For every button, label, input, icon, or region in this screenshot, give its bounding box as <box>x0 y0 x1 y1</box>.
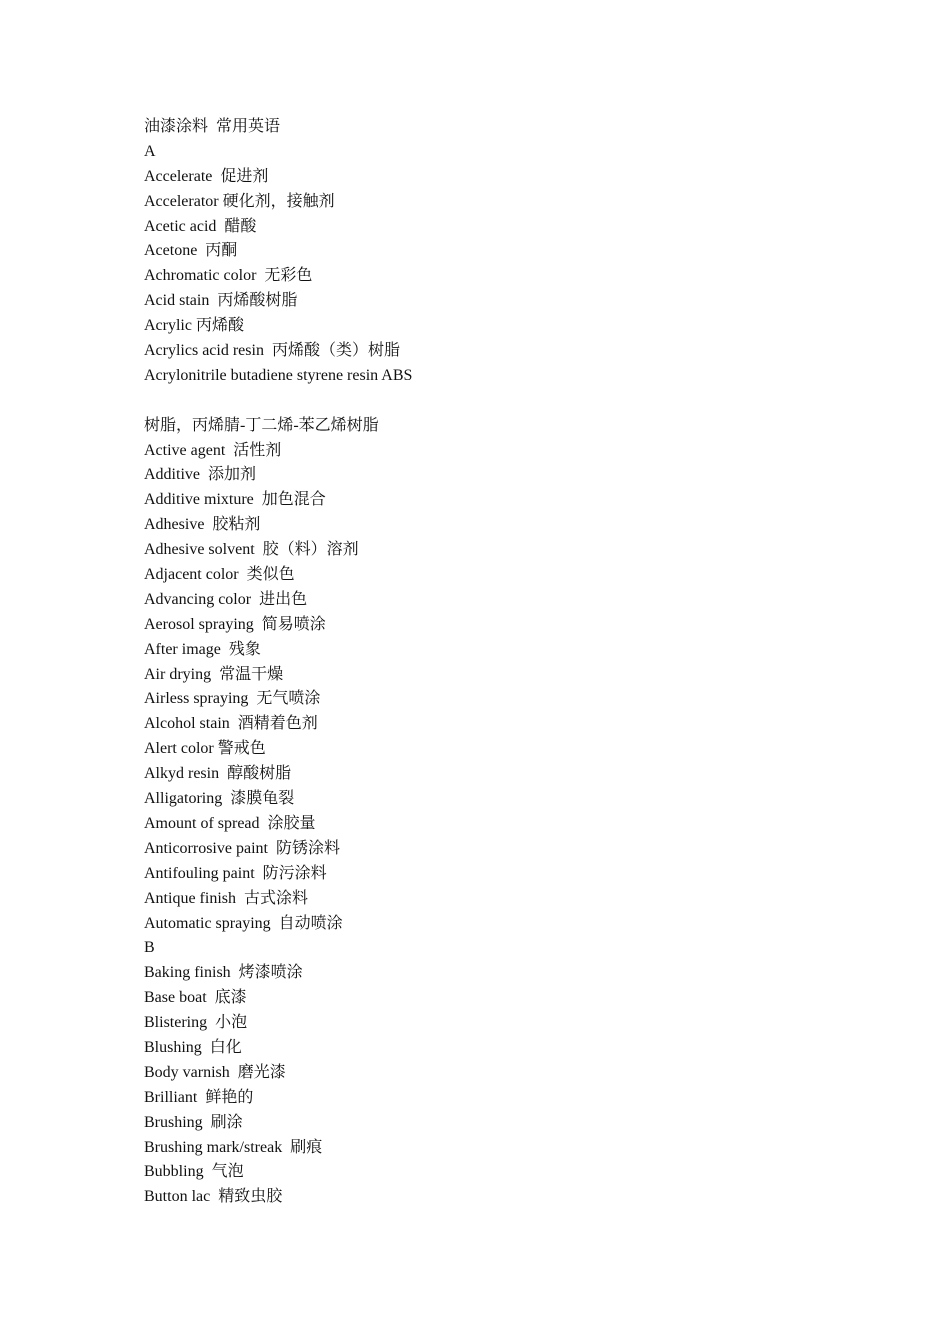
glossary-list-a-continued <box>144 414 844 937</box>
glossary-entry: Bubbling 气泡 <box>144 1163 244 1181</box>
glossary-entry: Anticorrosive paint 防锈涂料 <box>144 839 340 857</box>
glossary-entry: Additive mixture 加色混合 <box>144 491 326 509</box>
glossary-entry: Acetic acid 醋酸 <box>144 217 257 235</box>
section-heading-a: A <box>144 142 156 160</box>
glossary-list-b <box>144 961 844 1210</box>
glossary-entry: Advancing color 进出色 <box>144 590 308 608</box>
glossary-entry: After image 残象 <box>144 640 261 658</box>
glossary-entry: Aerosol spraying 简易喷涂 <box>144 615 326 633</box>
glossary-entry: Alligatoring 漆膜龟裂 <box>144 790 295 808</box>
glossary-entry: Alkyd resin 醇酸树脂 <box>144 765 292 783</box>
glossary-entry: Alcohol stain 酒精着色剂 <box>144 715 318 733</box>
glossary-entry: Baking finish 烤漆喷涂 <box>144 964 303 982</box>
glossary-entry: Brilliant 鲜艳的 <box>144 1088 254 1106</box>
glossary-entry: Blushing 白化 <box>144 1038 242 1056</box>
glossary-entry: Antifouling paint 防污涂料 <box>144 864 327 882</box>
glossary-entry: Alert color 警戒色 <box>144 740 266 758</box>
glossary-entry: Body varnish 磨光漆 <box>144 1063 286 1081</box>
glossary-entry: Acrylonitrile butadiene styrene resin ABS <box>144 366 413 384</box>
glossary-entry: Air drying 常温干燥 <box>144 665 284 683</box>
document-title: 油漆涂料 常用英语 <box>144 118 281 135</box>
section-heading-b: B <box>144 939 155 957</box>
glossary-entry: Acetone 丙酮 <box>144 242 238 260</box>
glossary-entry: Acrylics acid resin 丙烯酸（类）树脂 <box>144 342 400 360</box>
glossary-entry: Base boat 底漆 <box>144 989 247 1007</box>
glossary-entry: 树脂，丙烯腈-丁二烯-苯乙烯树脂 <box>144 416 379 434</box>
glossary-entry: Adhesive solvent 胶（料）溶剂 <box>144 541 359 559</box>
glossary-entry: Accelerator 硬化剂，接触剂 <box>144 192 335 210</box>
glossary-entry: Acrylic 丙烯酸 <box>144 317 244 335</box>
glossary-entry: Active agent 活性剂 <box>144 441 282 459</box>
glossary-entry: Antique finish 古式涂料 <box>144 889 308 907</box>
blank-line <box>144 389 844 414</box>
glossary-entry: Brushing mark/streak 刷痕 <box>144 1138 323 1156</box>
glossary-entry: Achromatic color 无彩色 <box>144 267 313 285</box>
glossary-entry: Acid stain 丙烯酸树脂 <box>144 292 298 310</box>
glossary-entry: Amount of spread 涂胶量 <box>144 814 316 832</box>
glossary-entry: Button lac 精致虫胶 <box>144 1188 283 1206</box>
glossary-entry: Adhesive 胶粘剂 <box>144 516 261 534</box>
glossary-entry: Adjacent color 类似色 <box>144 566 295 584</box>
glossary-entry: Accelerate 促进剂 <box>144 167 269 185</box>
glossary-entry: Blistering 小泡 <box>144 1014 248 1032</box>
glossary-entry: Airless spraying 无气喷涂 <box>144 690 321 708</box>
glossary-list-a <box>144 165 844 389</box>
document-page <box>144 115 844 1210</box>
glossary-entry: Additive 添加剂 <box>144 466 256 484</box>
glossary-entry: Automatic spraying 自动喷涂 <box>144 914 343 932</box>
glossary-entry: Brushing 刷涂 <box>144 1113 243 1131</box>
